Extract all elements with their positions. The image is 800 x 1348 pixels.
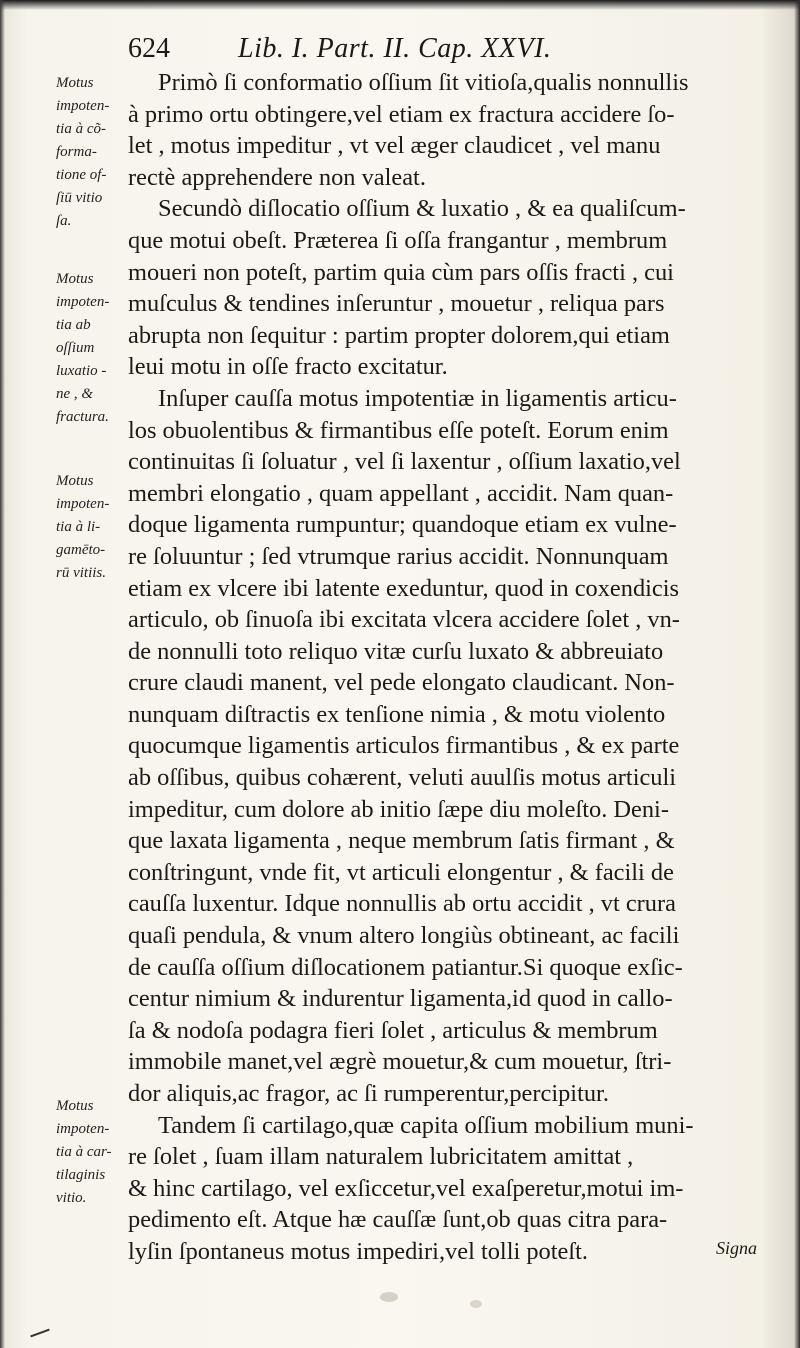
text-line: & hinc cartilago, vel exſiccetur,vel exaſperetur,motui im-	[128, 1174, 684, 1202]
scan-edge-top	[0, 0, 800, 10]
margin-note-line: tia à car-	[56, 1144, 112, 1160]
margin-note-line: tia à cõ-	[56, 121, 106, 137]
text-line: à primo ortu obtingere,vel etiam ex fractura accidere ſo-	[128, 100, 675, 128]
text-line: membri elongatio , quam appellant , accidit. Nam quan-	[128, 479, 674, 507]
margin-note-line: tia ab	[56, 317, 91, 333]
margin-note-line: Motus	[56, 1098, 94, 1114]
catchword: Signa	[716, 1238, 758, 1258]
text-line: quaſi pendula, & vnum altero longiùs obtineant, ac facili	[128, 922, 680, 950]
text-line: los obuolentibus & firmantibus eſſe poteſt. Eorum enim	[128, 416, 669, 444]
text-line: dor aliquis,ac fragor, ac ſi rumperentur,percipitur.	[128, 1080, 609, 1107]
margin-note-line: vitio.	[56, 1190, 87, 1206]
scan-edge-right	[794, 0, 800, 1348]
text-line: ſa & nodoſa podagra fieri ſolet , articulus & membrum	[128, 1016, 658, 1044]
text-line: re ſolet , ſuam illam naturalem lubricitatem amittat ,	[128, 1143, 634, 1171]
text-line: let , motus impeditur , vt vel æger claudicet , vel manu	[128, 132, 661, 160]
margin-note-line: gamēto-	[56, 542, 106, 558]
margin-note-line: impoten-	[56, 1121, 110, 1137]
text-line: etiam ex vlcere ibi latente exeduntur, quod in coxendicis	[128, 574, 680, 602]
text-line: impeditur, cum dolore ab initio ſæpe diu moleſto. Deni-	[128, 795, 669, 823]
page-number: 624	[128, 33, 170, 64]
margin-note-line: fractura.	[56, 409, 109, 425]
ink-smudge	[380, 1292, 398, 1302]
margin-note-conformation	[56, 72, 134, 233]
body-text	[128, 67, 768, 1268]
running-title: Lib. I. Part. II. Cap. XXVI.	[238, 33, 552, 64]
scan-edge-left	[0, 0, 5, 1348]
text-line: cauſſa luxentur. Idque nonnullis ab ortu accidit , vt crura	[128, 890, 676, 918]
text-line: re ſoluuntur ; ſed vtrumque rarius accidit. Nonnunquam	[128, 542, 669, 570]
margin-note-line: Motus	[56, 473, 94, 489]
text-line: muſculus & tendines inſeruntur , mouetur , reliqua pars	[128, 290, 665, 318]
text-line: ab oſſibus, quibus cohærent, veluti auulſis motus articuli	[128, 764, 677, 792]
text-line: quocumque ligamentis articulos firmantibus , & ex parte	[128, 732, 680, 760]
margin-note-line: luxatio -	[56, 363, 107, 379]
text-line: Inſuper cauſſa motus impotentiæ in ligamentis articu-	[158, 384, 677, 412]
margin-note-cartilage	[56, 1095, 134, 1210]
text-line: continuitas ſi ſoluatur , vel ſi laxentur , oſſium laxatio,vel	[128, 448, 681, 476]
page-header	[128, 32, 688, 66]
text-line: Primò ſi conformatio oſſium ſit vitioſa,qualis nonnullis	[158, 69, 689, 96]
margin-note-line: Motus	[56, 271, 94, 287]
margin-note-line: forma-	[56, 144, 97, 160]
margin-note-line: impoten-	[56, 98, 110, 114]
margin-note-line: ſa.	[56, 213, 72, 229]
text-line: Tandem ſi cartilago,quæ capita oſſium mobilium muni-	[158, 1111, 694, 1139]
text-line: rectè apprehendere non valeat.	[128, 163, 426, 191]
text-line: articulo, ob ſinuoſa ibi excitata vlcera accidere ſolet , vn-	[128, 606, 680, 634]
margin-note-line: ſiū vitio	[56, 190, 103, 206]
margin-note-line: ne , &	[56, 386, 94, 402]
margin-note-line: tione of-	[56, 167, 107, 183]
scan-mark	[30, 1329, 49, 1338]
text-line: crure claudi manent, vel pede elongato claudicant. Non-	[128, 669, 675, 697]
text-line: immobile manet,vel ægrè mouetur,& cum mouetur, ſtri-	[128, 1048, 672, 1076]
margin-note-line: Motus	[56, 75, 94, 91]
text-line: doque ligamenta rumpuntur; quandoque etiam ex vulne-	[128, 511, 677, 539]
margin-note-line: tilaginis	[56, 1167, 106, 1183]
text-line: de nonnulli toto reliquo vitæ curſu luxato & abbreuiato	[128, 637, 664, 665]
margin-note-line: rū vitiis.	[56, 565, 107, 581]
text-line: Secundò diſlocatio oſſium & luxatio , & ea qualiſcum-	[158, 195, 686, 223]
margin-note-line: impoten-	[56, 496, 110, 512]
text-line: pedimento eſt. Atque hæ cauſſæ ſunt,ob quas citra para-	[128, 1206, 668, 1234]
text-line: moueri non poteſt, partim quia cùm pars oſſis fracti , cui	[128, 258, 674, 286]
margin-note-line: impoten-	[56, 294, 110, 310]
margin-note-line: tia à li-	[56, 519, 101, 535]
margin-note-luxation	[56, 268, 134, 429]
text-line: lyſin ſpontaneus motus impediri,vel tolli poteſt.	[128, 1237, 588, 1265]
text-line: leui motu in oſſe fracto excitatur.	[128, 353, 448, 381]
margin-note-line: oſſium	[56, 340, 95, 356]
ink-smudge	[470, 1300, 482, 1308]
text-line: conſtringunt, vnde fit, vt articuli elongentur , & facili de	[128, 858, 674, 886]
text-line: que laxata ligamenta , neque membrum ſatis firmant , &	[128, 827, 675, 855]
text-line: centur nimium & indurentur ligamenta,id quod in callo-	[128, 985, 673, 1013]
margin-note-ligaments	[56, 470, 134, 585]
text-line: de cauſſa oſſium diſlocationem patiantur.Si quoque exſic-	[128, 953, 683, 981]
text-line: nunquam diſtractis ex tenſione nimia , & motu violento	[128, 700, 666, 728]
text-line: que motui obeſt. Præterea ſi oſſa frangantur , membrum	[128, 226, 668, 254]
text-line: abrupta non ſequitur : partim propter dolorem,qui etiam	[128, 321, 670, 349]
